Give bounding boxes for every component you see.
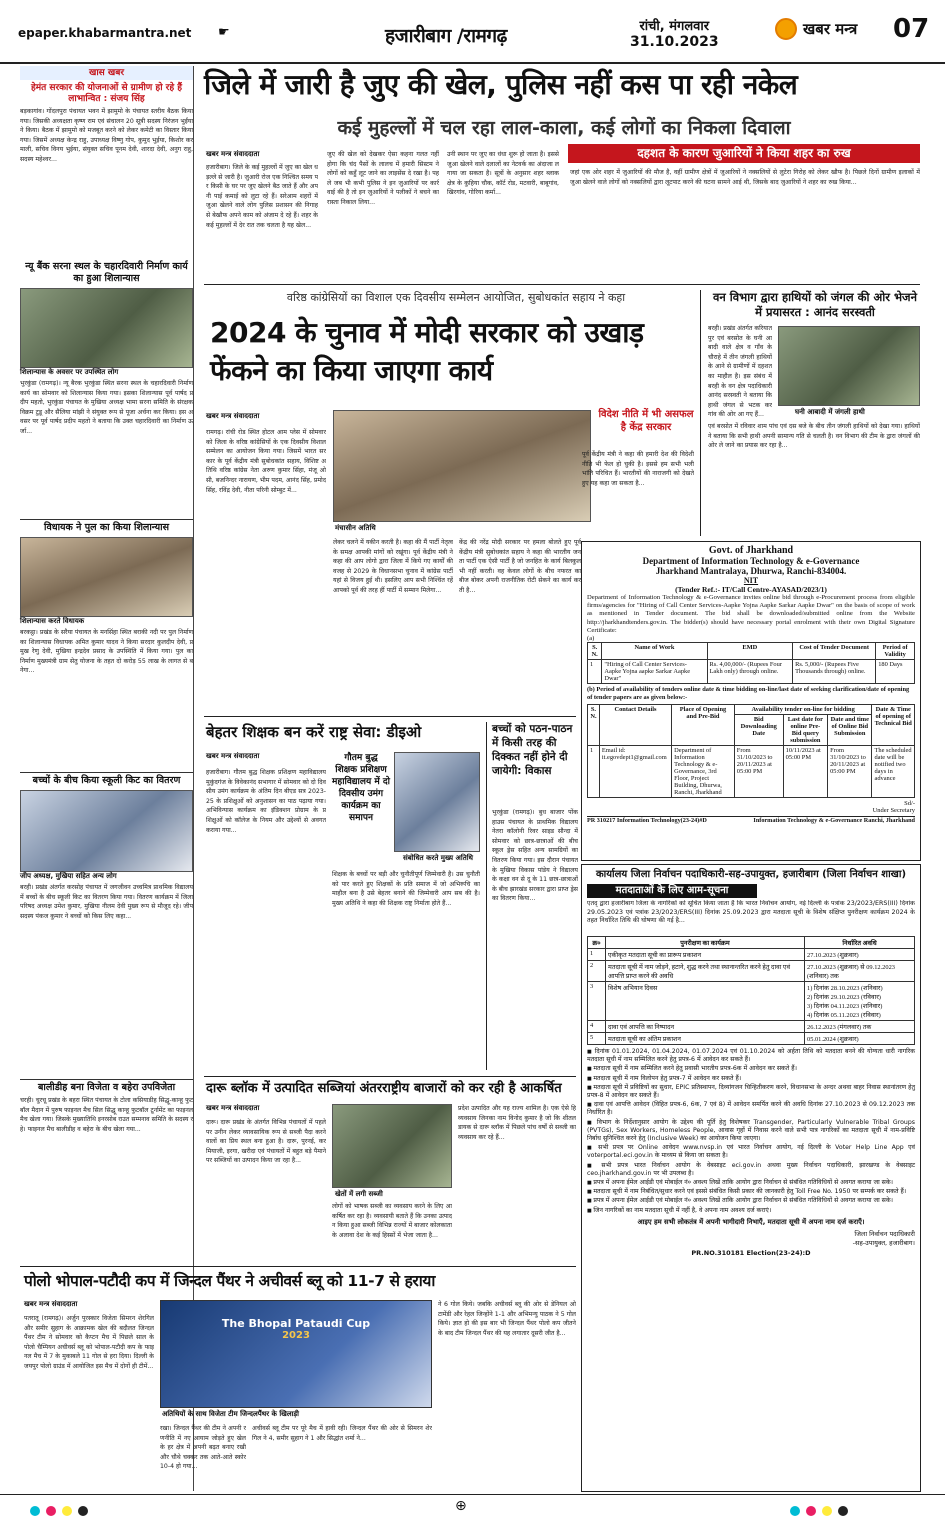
- table-header: EMD: [707, 643, 793, 660]
- divider: [204, 1076, 576, 1077]
- schedule-table: [587, 936, 915, 1045]
- issue-date: 31.10.2023: [630, 34, 719, 50]
- photo-caption: अतिथियों के साथ विजेता टीम जिन्दलपैंथर के खिलाड़ी: [162, 1410, 299, 1418]
- table-header: निर्धारित अवधि: [805, 937, 915, 949]
- tender-ref: (Tender Ref.:- IT/Call Centre-AYASAD/2023/1): [675, 585, 827, 594]
- bullet-icon: ■: [587, 1075, 594, 1082]
- table-header: Place of Opening and Pre-Bid: [672, 705, 735, 746]
- story-headline: वन विभाग द्वारा हाथियों को जंगल की ओर भेजने में प्रयासरत : आनंद सरस्वती: [713, 290, 917, 319]
- story-body: हजारीबाग। गौतम बुद्ध शिक्षक प्रशिक्षण महाविद्यालय मुकुंदगंज के विवेकानंद सभागार में सोमवार को दो दिवसीय उमंग कार्यक्रम के अंतिम दिन बीएड सत्र 2023-25 के प्रशिक्षुओं को अनुशासन का पाठ पढ़ाया गया। अभिविन्यास कार्यक्रम का इंडिक्शन प्रोग्राम के प्रशिक्षुओं को कॉलेज के नियम और उद्देश्यों से अवगत कराया गया...: [206, 769, 326, 834]
- bullet-text: दावा एवं आपत्ति आवेदन (विहित प्रपत्र-6, 6क, 7 एवं 8) में आवेदन समर्पित करने की अवधि दिनांक 27.10.2023 से 09.12.2023 तक निर्धारित है।: [587, 1101, 915, 1117]
- tender-signer: Under Secretary: [872, 807, 915, 815]
- pointer-icon: ☛: [218, 25, 230, 40]
- bullet-icon: ■: [587, 1207, 594, 1214]
- side-headline: गौतम बुद्ध शिक्षक प्रशिक्षण महाविद्यालय में दो दिवसीय उमंग कार्यक्रम का समापन: [332, 753, 390, 823]
- story-body: बड़कागांव। गोंदलपुरा पंचायत भवन में झामुमो के पंचायत स्तरीय बैठक किया गया। जिसकी अध्यक्षता कृष्ण राम एवं संचालन 20 सूत्री सदस्य निरंजन भुईंया ने किया। बैठक में झामुमो को मजबूत करने को लेकर कमेटी का विस्तार किया गया। जिसमें अध्यक्ष केन्द्र राहु, उपाध्यक्ष विष्णु गोप, कुमुद भुईया, किशोर करमाली, सचिव विनय भुईया, संयुक्त सचिव पूनम देवी, शारदा देवी, अनुग राहु, सदस्य महेश्वर...: [20, 108, 193, 163]
- table-cell: 05.01.2024 (शुक्रवार): [805, 1033, 915, 1045]
- registration-dot: [62, 1506, 72, 1516]
- table-subheader: Last date for online Pre-Bid query submission: [783, 715, 827, 746]
- story-body: जहां एक ओर शहर में जुआरियों की मौज है, वहीं ग्रामीण क्षेत्रों में जुआरियों ने नक्सलियों से लुटेरा गिरोह को लेकर खौफ है। पिछले दिनों ग्रामीण इलाकों में जुआ खेलने वाले लोगों को नक्सलियों द्वारा लूटपाट करने की घटना सामने आई थी, जिसके बाद जुआरियों ने शहर का रुख किया...: [570, 169, 920, 186]
- news-photo: [778, 326, 920, 406]
- bullet-text: मतदाता सूची में प्रविष्टियों का सुधार, EPIC प्रतिस्थापन, दिव्यांगजन चिन्हितीकरण करने, विधानसभा के अन्दर अथवा बाहर निवास स्थानांतरण हेतु प्रपत्र-8 में आवेदन कर सकते हैं।: [587, 1083, 915, 1100]
- story-body: पतरातू (रामगढ़)। अर्जुन पुरस्कार विजेता सिमरन शेरगिल और समीर सुहाग के आक्रामक खेल की बदौलत जिन्दल पैंथर टीम ने सोमवार को कैप्टन मैच में पिछले साल के पोलो चैम्पियन अचीवर्स ब्लू को भोपाल-पटौदी कप के फाइनल मैच में 7 के मुकाबले 11 गोल से हरा दिया। दिल्ली के जयपुर पोलो ग्राउंड में आयोजित इस मैच में दोनों ही टीमें...: [24, 1315, 154, 1370]
- table-cell: 1: [588, 660, 602, 684]
- table-row: [588, 1033, 915, 1045]
- color-registration-left: [30, 1501, 94, 1517]
- byline: खबर मन्त्र संवाददाता: [206, 412, 260, 420]
- list-item: [587, 1048, 915, 1064]
- table-cell: 1: [588, 949, 606, 961]
- list-item: [587, 1084, 915, 1100]
- news-photo: [20, 288, 193, 368]
- registration-dot: [790, 1506, 800, 1516]
- tender-point-a: (a): [587, 635, 595, 643]
- photo-caption: मंचासीन अतिथि: [335, 524, 376, 532]
- photo-banner-text: The Bhopal Pataudi Cup: [221, 1317, 371, 1330]
- story-body: लेकर चलने में यकीन करती है। कहा की मैं पार्टी नेतृत्व के समक्ष आपकी मांगों को रखूंगा। पूर्व केंद्रीय मंत्री ने कहा की आप लोगो द्वारा जिला में किये गए कार्यों की वजह से 2029 के विधानसभा चुनाव में कांग्रेस पार्टी यहां से विजय हुई थी। इसलिए आप सभी निश्चिंत रहें आपको पूर्व की तरह हीं पार्टी में सम्मान मिलेगा...: [333, 539, 453, 594]
- bullet-text: जिन नागरिकों का नाम मतदाता सूची में नहीं है, वे अपना नाम अवश्य दर्ज कराएं।: [593, 1206, 772, 1214]
- bullet-text: प्रपत्र में अपना ईमेल आईडी एवं मोबाईल नं० अवश्य लिखें ताकि आयोग द्वारा निर्वाचन से संबंधित गतिविधियों से अवगत कराया जा सके।: [593, 1197, 893, 1205]
- registration-dot: [838, 1506, 848, 1516]
- bullet-icon: ■: [587, 1162, 602, 1169]
- table-cell: 5: [588, 1033, 606, 1045]
- table-cell: 1: [588, 746, 600, 798]
- story-headline: 2024 के चुनाव में मोदी सरकार को उखाड़ फेंकने का किया जाएगा कार्य: [210, 316, 644, 387]
- story-headline: बालीडीह बना विजेता व बहेरा उपविजेता: [20, 1079, 193, 1094]
- story-body: लोगों को भाषक सब्जी का व्यवसाय करने के लिए आकर्षित कर रहा है। व्यवसायी बताते हैं कि उनका उत्पादन किया हुआ सब्जी विभिन्न राज्यों में बाजार कोलकाता के अलावा देश के कई हिस्सों में भेजा जाता है...: [332, 1203, 452, 1239]
- story-headline: दारू ब्लॉक में उत्पादित सब्जियां अंतरराष्ट्रीय बाजारों को कर रही है आकर्षित: [206, 1081, 562, 1096]
- story-body: अचीवर्स ब्लू टीम पर पूरे मैच में हावी रही। जिन्दल पैंथर की ओर से सिमरन शेरगिल ने 4, समीर सुहाग ने 1 और सिद्धांत शर्मा ने...: [252, 1425, 432, 1442]
- list-item: [587, 1207, 915, 1215]
- divider: [486, 722, 487, 1070]
- story-headline: बच्चों को पठन-पाठन में किसी तरह की दिक्कत नहीं होने दी जायेगी: विकास: [492, 723, 573, 777]
- lead-subhead: कई मुहल्लों में चल रहा लाल-काला, कई लोगों का निकला दिवाला: [337, 117, 791, 139]
- notice-title: मतदाताओं के लिए आम-सूचना: [587, 884, 757, 898]
- news-photo: [394, 752, 480, 852]
- byline: खबर मन्त्र संवाददाता: [206, 752, 260, 760]
- list-item: [587, 1075, 915, 1083]
- photo-caption: शिलान्यास के अवसर पर उपस्थित लोग: [20, 368, 119, 376]
- byline: खबर मन्त्र संवाददाता: [206, 150, 260, 158]
- color-registration-right: [790, 1501, 854, 1517]
- tender-point-b: (b) Period of availability of tenders online date & time bidding on-line/last date of seeking clarification/date of opening of tender papers are as given below:-: [587, 686, 910, 702]
- bullet-text: मतदाता सूची में नाम निबंधित/सुधार करने एवं इससे संबंधित किसी प्रकार की जानकारी हेतु Toll Free No. 1950 पर सम्पर्क कर सकते हैं।: [593, 1188, 907, 1196]
- list-item: [587, 1197, 915, 1205]
- table-cell: From 31/10/2023 to 20/11/2023 at 05:00 PM: [734, 746, 783, 798]
- table-cell: 26.12.2023 (मंगलवार) तक: [805, 1021, 915, 1033]
- table-header: Contact Details: [599, 705, 671, 746]
- notice-signer-2: -सह-उपायुक्त, हजारीबाग।: [852, 1238, 915, 1247]
- table-header: Date & Time of opening of Technical Bid: [872, 705, 915, 746]
- list-item: [587, 1179, 915, 1187]
- story-body: बरकट्ठा। प्रखंड के सरैया पंचायत के मनसिंहा स्थित बराकी नदी पर पुल निर्माण का शिलान्यास विधायक अमित कुमार यादव ने किया सरदार कुलदीप देवी, प्रमुख रेणु देवी, मुखिया इन्द्रदेव प्रसाद के उपस्थिति में किया गया। पुल का निर्माण मुख्यमंत्री ग्राम सेतु योजना के तहत दो करोड़ 55 लाख के लागत से बनेगा...: [20, 629, 193, 675]
- table-cell: 2: [588, 961, 606, 982]
- photo-caption: खेतों में लगी सब्जी: [335, 1190, 383, 1198]
- news-photo: [333, 410, 591, 522]
- inset-body: पूर्व केंद्रीय मंत्री ने कहा की हमारी देश की विदेशी नीति भी फेल हो चुकी है। इससे हम सभी भली भांति परिचित हैं। भारतीयों की नाराजगी को देखते हुए यह कहा जा सकता है...: [582, 451, 694, 487]
- photo-caption: शिलान्यास करते विधायक: [20, 617, 85, 625]
- story-headline: न्यू बैंक सरना स्थल के चहारदिवारी निर्माण कार्य का हुआ शिलान्यास: [25, 261, 188, 284]
- bullet-icon: ■: [587, 1189, 594, 1196]
- divider: [20, 1266, 576, 1267]
- story-body: चरही। चुरचू प्रखंड के बहरा स्थित पंचायत के टोला कसियाडीह सिद्धू-कान्हू फुटबॉल मैदान में पुरुष फाइनल मैच सिल सिद्धू कान्हू फुटबॉल टूर्नामेंट का फाइनल मैच खेला गया। जिसके मुख्यातिथि इनरसोब राउत सम्मनाव समिति के सदस्य रहे। फाइनल मैच बालीडीह व बहेरा के बीच खेला गया...: [20, 1097, 193, 1133]
- table-cell: 27.10.2023 (शुक्रवार): [805, 949, 915, 961]
- table-header: S. N.: [588, 705, 600, 746]
- list-item: [587, 1119, 915, 1144]
- story-body: शिक्षक के बच्चों पर बड़ी और चुनौतीपूर्ण जिम्मेवारी है। उस चुनौती को पार करते हुए शिक्षकों के प्रति समाज में जो अभिरूचि का माहौल बना है उसे बेहतर बनाने की जिम्मेवारी आप सब की है। मुख्य अतिथि ने कहा की शिक्षक राष्ट्र निर्माता होते हैं...: [332, 871, 480, 907]
- story-body: बरही। प्रखंड अंतर्गत करियातपुर एवं बरसोत के घनी आबादी वाले क्षेत्र व गाँव के चौराहे में तीन जंगली हाथियों के आने से ग्रामीणों में दहशत का माहौल है। इस संबंध में बरही के वन क्षेत्र पदाधिकारी आनंद सरस्वती ने बताया कि हाथी जंगल से भटक कर गांव की ओर आ गए हैं...: [708, 325, 772, 419]
- story-body: केंद्र की नरेंद्र मोदी सरकार पर हमला बोलते हुए पूर्व केंद्रीय मंत्री सुबोधकांत सहाय ने कहा की भारतीय जनता पार्टी एक ऐसी पार्टी है जो जनहित के कार्य बिलकुल भी नहीं करती। वह केवल लोगों के बीच नफरत का बीज बोकर अपनी राजनीतिक रोटी सेकने का कार्य करती है...: [459, 539, 581, 594]
- table-cell: 10/11/2023 at 05:00 PM: [783, 746, 827, 798]
- tender-nit: NIT: [743, 576, 759, 585]
- table-cell: मतदाता सूची में नाम जोड़ने, हटाने, शुद्ध करने तथा स्थानान्तरित करने हेतु दावा एवं आपत्ति प्राप्त करने की अवधि: [606, 961, 805, 982]
- tender-footer-dept: Information Technology & e-Governance Ranchi, Jharkhand: [753, 817, 915, 825]
- story-body: ने 6 गोल किये। जबकि अचीवर्स ब्लू की ओर से डेनियल ओटामेंडी और रेहल जिन्होंने 1-1 और अभिमन्यु पाठक ने 5 गोल किये। ज्ञात हो की इस बार भी जिन्दल पैंथर पोलो कप जीतने के बाद टीम जिन्दल पैंथर की यह लगातार दूसरी जीत है...: [438, 1301, 576, 1337]
- tender-footer: [587, 816, 915, 824]
- tender-intro: Department of Information Technology & e-Governance invites online bid through e-Procurement process from eligible firms/agencies for "Hiring of Call Center Services-Aapke Yojna Aapke Sarkar Aapke Dwar" on the basis of scope of work as mentioned in Tender document. The bid shall be downloaded/submitted online from the Website http://jharkhandtenders.gov.in. The bidder(s) should have necessary portal enrolment with their own Digital Signature Certificate:: [587, 594, 915, 634]
- table-cell: The scheduled date will be notified two days in advance: [872, 746, 915, 798]
- story-body: प्रदेश उत्पादित और यह राज्य शामिल है। एक ऐसे हि व्यवसाय जिनका नाम विनोद कुमार है जो कि शीतल डायक से दारू ब्लॉक में पिछले पांच वर्षों से सब्जी का व्यवसाय कर रहे हैं...: [458, 1105, 576, 1141]
- bullet-icon: ■: [587, 1145, 599, 1152]
- tender-table-2: [587, 704, 915, 798]
- section-tag: खास खबर: [20, 66, 193, 80]
- city-day: रांची, मंगलवार: [639, 19, 710, 34]
- logo-icon: [775, 18, 797, 40]
- table-header: Cost of Tender Document: [793, 643, 876, 660]
- tender-table-1: [587, 642, 915, 684]
- story-body: रखा। जिन्दल पैंथर की टीम ने अपनी रणनीति में नए आयाम जोड़ते हुए खेल के हर क्षेत्र में अपनी बढ़त बनाए रखी और चौथे चक्कर तक आते-आते स्कोर 10-4 हो गया...: [160, 1425, 246, 1471]
- list-item: [587, 1144, 915, 1160]
- notice-bullets: [587, 1048, 915, 1215]
- table-row: [588, 1021, 915, 1033]
- notice-pr: PR.NO.310181 Election(23-24):D: [691, 1248, 811, 1257]
- bullet-text: सभी प्रपत्र भारत निर्वाचन आयोग के वेबसाइट eci.gov.in अथवा मुख्य निर्वाचन पदाधिकारी, झारखण्ड के वेबसाइट ceo.jharkhand.gov.in पर भी उपलब्ध है।: [587, 1161, 915, 1177]
- election-notice: [581, 864, 921, 1492]
- table-subheader: Bid Downloading Date: [734, 715, 783, 746]
- bullet-icon: ■: [587, 1180, 594, 1187]
- page-footer: [0, 1494, 945, 1517]
- page-number: 07: [893, 14, 930, 44]
- story-headline: बच्चों के बीच किया स्कूली किट का वितरण: [20, 772, 193, 787]
- news-photo: [20, 790, 193, 872]
- bullet-icon: ■: [587, 1198, 594, 1205]
- table-cell: विशेष अभियान दिवस: [606, 982, 805, 1021]
- story-headline: विधायक ने पुल का किया शिलान्यास: [20, 519, 193, 534]
- list-item: [587, 1188, 915, 1196]
- bullet-text: मतदाता सूची में नाम सम्मिलित करने हेतु प्रवासी भारतीय प्रपत्र-6क में आवेदन कर सकते हैं।: [593, 1065, 797, 1073]
- news-photo: [332, 1104, 452, 1188]
- news-photo: [20, 537, 193, 617]
- story-body: जुए की खेल को देखकर ऐसा कहना गलत नहीं होगा कि चंद पैसों के लालच में हमारी सिस्टम ने लोगों को कहुँ लूट जाने का लाइसेंस दे रखा है। पहले जब भी कभी पुलिस ने इन जुआरियों पर कार्रवाई की है तो इन जुआरियों ने पलीकों ने बचने का रास्ता निकाल लिया...: [327, 151, 439, 206]
- brand-logo: [775, 18, 857, 40]
- story-body: बरही। प्रखंड अंतर्गत करसोह पंचायत में जगजीवन उच्चमित्र प्राथमिक विद्यालय में बच्चों के बीच स्कूली किट का वितरण किया गया। वितरण कार्यक्रम में जिला परिषद अध्यक्ष उमेश कुमार, मुखिया नीलम देवी मुख्य रूप से मौजूद रहे। जीप सदस्य पंकज कुमार ने बच्चों को किस लिए कहा...: [20, 884, 193, 920]
- list-item: [587, 1162, 915, 1178]
- story-body: हजारीबाग। जिले के कई मुहल्लों में जुए का खेल धड़ल्ले से जारी है। जुआरी रोज एक निश्चित समय पर किसी के घर पर जुए खेलने बैठ जाते हैं और अपनी पाई कमाई को लुटा रहे हैं। सरेआम शहरों में जुआ खेलने वाले लोग पुलिस प्रशासन की निगाह से बेखौफ अपने काम को अंजाम दे रहे हैं। शहर के कई मुहल्लों में देर रात तक चलता है यह खेल...: [206, 164, 318, 229]
- bullet-text: प्रपत्र में अपना ईमेल आईडी एवं मोबाईल नं० अवश्य लिखें ताकि आयोग द्वारा निर्वाचन से संबंधित गतिविधियों से अवगत कराया जा सके।: [593, 1179, 893, 1187]
- dateline: [630, 16, 719, 50]
- bullet-text: विभाग के निर्देशानुसार आयोग के उद्देश्य की पूर्ति हेतु विशेषकर Transgender, Particularly Vulnerable Tribal Groups (PVTGs), Sex Workers, Homeless People, आवास गृहों में निवास करने वाले सभी पात्र नागरिकों का मतदाता सूची में नाम-प्रविष्टि निर्बाध सुनिश्चित करने हेतु (Inclusive Week) का आयोजन किया जाएगा।: [587, 1118, 915, 1143]
- notice-office: कार्यालय जिला निर्वाचन पदाधिकारी-सह-उपायुक्त, हजारीबाग (जिला निर्वाचन शाखा): [595, 869, 907, 880]
- table-header: S. N.: [588, 643, 602, 660]
- notice-closing: आइए हम सभी लोकतंत्र में अपनी भागीदारी निभाएँ, मतदाता सूची में अपना नाम दर्ज कराएँ।: [637, 1217, 865, 1226]
- story-body: एवं बरसोत में रविवार शाम पांच एवं दस बजे के बीच तीन जंगली हाथियों को देखा गया। हाथियों ने बताया कि सभी हाथी अपनी सामान्य गति से चलती है। वन विभाग की टीम के द्वारा जंगलों की ओर ले जाने का प्रयास कर रहा है...: [708, 423, 920, 450]
- byline: खबर मन्त्र संवाददाता: [24, 1300, 78, 1308]
- brand-name: खबर मन्त्र: [803, 20, 858, 38]
- byline: खबर मन्त्र संवाददाता: [206, 1104, 260, 1112]
- photo-caption: जीप अध्यक्ष, मुखिया सहित अन्य लोग: [20, 872, 117, 880]
- photo-caption: संबोधित करते मुख्य अतिथि: [403, 854, 473, 862]
- bullet-text: मतदाता सूची में नाम विलोपन हेतु प्रपत्र-7 में आवेदन कर सकते हैं।: [593, 1074, 742, 1082]
- story-body: भुरकुंडा (रामगढ़)। न्यू बैरक भुरकुंडा स्थित सरना स्थल के चहारदिवारी निर्माण कार्य का सोमवार को शिलान्यास किया गया। इसका शिलान्यास पूर्व पार्षद प्रदीप महतो, भुरकुंडा पंचायत के मुखिया अध्यक्ष भामा सरना समिति के संरक्षक विक्रम टुडू और सैलिया मांझी ने संयुक्त रूप से पूजा अर्चना कर किया। इस अवसर पर पूर्व पार्षद प्रदीप महतो ने बताया कि उक्त चहारदिवारी का निर्माण ऊर्जा...: [20, 380, 193, 435]
- bullet-text: सभी प्रपत्र पर Online आवेदन www.nvsp.in एवं भारत निर्वाचन आयोग, नई दिल्ली के Voter Help Line App एवं voterportal.eci.gov.in के माध्यम से किया जा सकता है।: [587, 1144, 915, 1160]
- bullet-icon: ■: [587, 1049, 595, 1055]
- masthead: [0, 0, 945, 64]
- registration-dot: [806, 1506, 816, 1516]
- site-url[interactable]: epaper.khabarmantra.net: [18, 26, 192, 40]
- news-photo: [160, 1300, 432, 1408]
- tender-notice: [581, 541, 921, 861]
- tender-dept: Department of Information Technology & e-Governance: [642, 556, 860, 566]
- list-item: [587, 1101, 915, 1117]
- story-body: दारू। दारू प्रखंड के अंतर्गत विभिन्न पंचायतों में पहले पर उनीन लेकर व्यावसायिक रूप से सब्जी पैदा करने वालों का प्रिय स्थल बना हुआ है। दारू, पुरनई, करमियाजी, इरगा, खरीदा एवं पंचायतों में बहुत बड़े पैमाने पर सब्जियों का उत्पादन किया जा रहा है...: [206, 1119, 326, 1165]
- table-cell: Rs. 4,00,000/- (Rupees Four Lakh only) through online.: [707, 660, 793, 684]
- tender-sd: Sd/-: [904, 800, 915, 808]
- tender-pr: PR 310217 Information Technology(23-24)#D: [587, 817, 707, 825]
- lead-red-kicker: दहशत के कारण जुआरियों ने किया शहर का रुख: [568, 144, 920, 163]
- divider: [204, 716, 576, 717]
- table-cell: 4: [588, 1021, 606, 1033]
- table-cell: 180 Days: [876, 660, 915, 684]
- table-cell: 27.10.2023 (शुक्रवार) से 09.12.2023 (शनिवार) तक: [805, 961, 915, 982]
- table-subheader: Date and time of Online Bid Submission: [828, 715, 872, 746]
- table-header: Period of Validity: [876, 643, 915, 660]
- photo-caption: घनी आबादी में जंगली हाथी: [795, 408, 865, 416]
- table-cell: Rs. 5,000/- (Rupees Five Thousands through) online.: [793, 660, 876, 684]
- table-row: [588, 961, 915, 982]
- story-body: उनी स्थान पर जुए का धंधा शुरू हो जाता है। इससे जुआ खेलने वाले दलालों का नेटवर्क का अंदाजा लगाया जा सकता है। सूत्रों के अनुसार शहर ब्लाक क्षेत्र के कुहिया चौक, कॉर्ट रोड, मटवारी, बाबूगांव, खिरगांव, गोरिया कर्मा...: [447, 151, 559, 197]
- table-cell: 1) दिनांक 28.10.2023 (शनिवार) 2) दिनांक 29.10.2023 (रविवार) 3) दिनांक 04.11.2023 (शनिवार) 4) दिनांक 05.11.2023 (रविवार): [805, 982, 915, 1021]
- tender-address: Jharkhand Mantralaya, Dhurwa, Ranchi-834004.: [655, 566, 847, 576]
- bullet-icon: ■: [587, 1084, 594, 1091]
- table-cell: "Hiring of Call Center Services- Aapke Yojna aapke Sarkar Aapke Dwar": [602, 660, 707, 684]
- table-cell: Email id: it.egovdept1@gmail.com: [599, 746, 671, 798]
- table-cell: 3: [588, 982, 606, 1021]
- notice-intro: एतद् द्वारा हजारीबाग जिला के नागरिकों को सूचित किया जाता है कि भारत निर्वाचन आयोग, नई दिल्ली के पत्रांक 23/2023/ERS(III) दिनांक 29.05.2023 एवं पत्रांक 23/2023/ERS(III) दिनांक 25.09.2023 द्वारा मतदाता सूची के विशेष संक्षिप्त पुनरीक्षण कार्यक्रम 2024 के तहत निर्धारित तिथि की घोषणा की गई है...: [587, 900, 915, 924]
- inset-headline: विदेश नीति में भी असफल है केंद्र सरकार: [598, 409, 694, 433]
- registration-dot: [30, 1506, 40, 1516]
- story-headline: बेहतर शिक्षक बन करें राष्ट्र सेवा: डीइओ: [206, 723, 422, 741]
- table-cell: Department of Information Technology & e-Governance, 3rd Floor, Project Building, Dhurwa, Ranchi, Jharkhand: [672, 746, 735, 798]
- table-header: क्र०: [588, 937, 606, 949]
- page-section-title: हजारीबाग /रामगढ़: [385, 25, 507, 47]
- notice-signer: जिला निर्वाचन पदाधिकारी: [854, 1229, 915, 1238]
- table-cell: मतदाता सूची का अंतिम प्रकाशन: [606, 1033, 805, 1045]
- crosshair-icon: ⊕: [455, 1498, 467, 1514]
- table-header: Availability tender on-line for bidding: [734, 705, 872, 715]
- list-item: [587, 1065, 915, 1073]
- lead-headline: जिले में जारी है जुए की खेल, पुलिस नहीं कस पा रही नकेल: [204, 68, 798, 101]
- registration-dot: [46, 1506, 56, 1516]
- bullet-text: दिनांक 01.01.2024, 01.04.2024, 01.07.2024 एवं 01.10.2024 को अर्हता तिथि को मतदाता बनने की योग्यता धारी नागरिक मतदाता सूची में नाम सम्मिलित करने हेतु प्रपत्र-6 में आवेदन कर सकते हैं।: [587, 1048, 915, 1064]
- bullet-icon: ■: [587, 1119, 597, 1126]
- table-cell: From 31/10/2023 to 20/11/2023 at 05:00 PM: [828, 746, 872, 798]
- table-row: [588, 982, 915, 1021]
- divider: [700, 290, 701, 536]
- bullet-icon: ■: [587, 1066, 594, 1073]
- photo-banner-year: 2023: [282, 1330, 310, 1341]
- table-row: [588, 949, 915, 961]
- bullet-icon: ■: [587, 1102, 594, 1109]
- story-body: भुरकुंडा (रामगढ़)। बुध बाजार पोंक हाउस पंचायत के प्राथमिक विद्यालय नेतरा कॉलोनी रिवर साइड सौन्दा में सोमवार को छात्र-छात्राओं की बीच स्कूल ड्रेस सहित अन्य सामग्रियों का वितरण किया गया। इस दौरान पंचायत के मुखिया विकास पांडेय ने विद्यालय के कक्षा वन से दू के 11 छात्र-छात्राओं के बीच झारखंड सरकार द्वारा प्राप्त ड्रेस का वितरण किया...: [492, 809, 578, 903]
- registration-dot: [822, 1506, 832, 1516]
- story-headline: हेमंत सरकार की योजनाओं से ग्रामीण हो रहे हैं लाभान्वित : संजय सिंह: [30, 83, 183, 104]
- story-kicker: वरिष्ठ कांग्रेसियों का विशाल एक दिवसीय सम्मेलन आयोजित, सुबोधकांत सहाय ने कहा: [286, 291, 626, 304]
- story-headline: पोलो भोपाल-पटौदी कप में जिन्दल पैंथर ने अचीवर्स ब्लू को 11-7 से हराया: [24, 1272, 435, 1290]
- divider: [204, 284, 920, 285]
- story-body: रामगढ़। रांची रोड स्थित होटल आम प्लेस में सोमवार को जिला के वरिष्ठ कांग्रेसियों के एक दिवसीय विशाल सम्मेलन का आयोजन किया गया। जिसमें भारत सरकार के पूर्व केंद्रीय मंत्री सुबोधकांत सहाय, विशिष्ट अतिथि वरिष्ठ कांग्रेस नेता अरुण कुमार सिंहा, मंजू ओसी, बजनिन्दर नारायण, भीम पदम, आनंद सिंह, प्रमोद सिंह, रविंद्र देवी, नीता परिनी सोम्बुट में...: [206, 429, 326, 494]
- table-cell: एकीकृत मतदाता सूची का प्रारूप प्रकाशन: [606, 949, 805, 961]
- table-cell: दावा एवं आपत्ति का निष्पादन: [606, 1021, 805, 1033]
- tender-govt: Govt. of Jharkhand: [708, 545, 794, 556]
- table-header: Name of Work: [602, 643, 707, 660]
- table-header: पुनरीक्षण का कार्यक्रम: [606, 937, 805, 949]
- registration-dot: [78, 1506, 88, 1516]
